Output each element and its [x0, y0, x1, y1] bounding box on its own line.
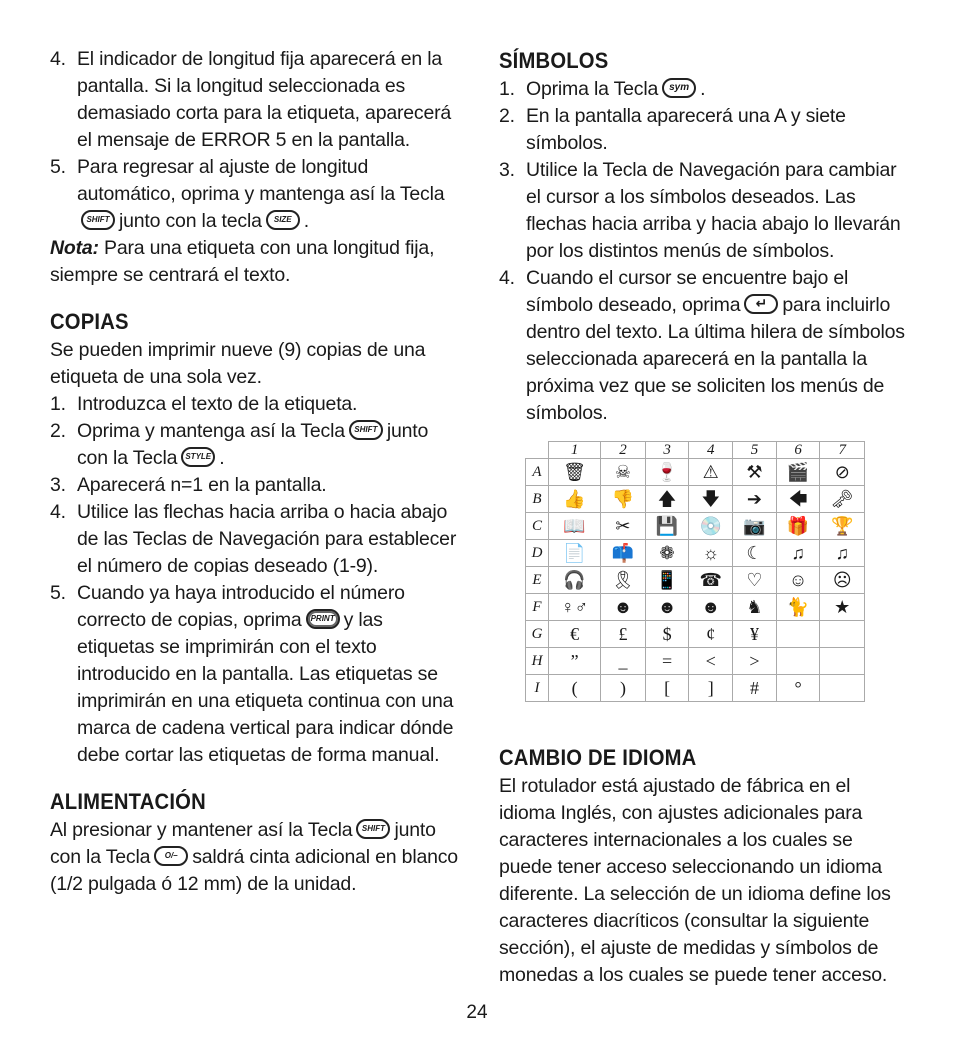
feed-key-icon: O/–: [154, 846, 188, 866]
symbol-cell: 🡄: [776, 486, 820, 513]
list-item: [50, 418, 460, 472]
row-label: B: [526, 486, 549, 513]
symbol-cell: 🡇: [689, 486, 733, 513]
note-paragraph: [50, 235, 460, 289]
symbol-cell: ☎: [689, 567, 733, 594]
symbol-cell: °: [776, 675, 820, 702]
column-header: 1: [549, 442, 601, 459]
table-row: [526, 675, 865, 702]
simbolos-section: [499, 46, 909, 427]
symbol-cell: [820, 675, 865, 702]
step-text: Aparecerá n=1 en la pantalla.: [77, 474, 327, 496]
step-number: 3.: [499, 159, 515, 181]
note-text: Para una etiqueta con una longitud fija, siempre se centrará el texto.: [50, 237, 435, 286]
symbol-cell: ☠: [601, 459, 646, 486]
list-item: [499, 76, 909, 103]
symbol-cell: (: [549, 675, 601, 702]
step-text: para incluirlo dentro del texto. La última hilera de símbolos seleccionada aparecerá en la pantalla la próxima vez que se soliciten los menús de símbolos.: [526, 294, 905, 424]
step-number: 5.: [50, 156, 66, 178]
row-label: I: [526, 675, 549, 702]
symbol-cell: ): [601, 675, 646, 702]
table-row: [526, 540, 865, 567]
step-text: .: [303, 210, 309, 232]
length-steps: [50, 46, 460, 235]
symbol-cell: 🏆: [820, 513, 865, 540]
step-number: 2.: [499, 105, 515, 127]
page-number: 24: [466, 1002, 488, 1023]
symbol-cell: ☻: [645, 594, 689, 621]
list-item: [499, 103, 909, 157]
symbol-cell: ★: [820, 594, 865, 621]
copias-steps: [50, 391, 460, 769]
list-item: [499, 265, 909, 427]
alimentacion-section: [50, 787, 460, 898]
step-number: 3.: [50, 474, 66, 496]
symbol-cell: 🎬: [776, 459, 820, 486]
symbol-cell: ⊘: [820, 459, 865, 486]
symbol-cell: 🡅: [645, 486, 689, 513]
symbol-cell: <: [689, 648, 733, 675]
step-text: y las etiquetas se imprimirán con el texto introducido en la pantalla. Las etiquetas se imprimirán en una etiqueta continua con una marca de cadena vertical para indicar dónde debe cortar las etiquetas de forma manual.: [77, 609, 454, 766]
symbol-cell: 📱: [645, 567, 689, 594]
step-text: El indicador de longitud fija aparecerá en la pantalla. Si la longitud seleccionada es demasiado corta para la etiqueta, aparecerá el mensaje de ERROR 5 en la pantalla.: [77, 48, 452, 151]
symbol-cell: ✂: [601, 513, 646, 540]
row-label: C: [526, 513, 549, 540]
section-heading: COPIAS: [50, 309, 129, 334]
right-column: [499, 46, 909, 986]
symbol-cell: 👎: [601, 486, 646, 513]
column-header: 2: [601, 442, 646, 459]
idioma-section: [499, 743, 909, 989]
symbol-cell: ➔: [733, 486, 777, 513]
symbol-cell: $: [645, 621, 689, 648]
step-text: En la pantalla aparecerá una A y siete símbolos.: [526, 105, 846, 154]
section-heading: CAMBIO DE IDIOMA: [499, 745, 697, 770]
symbol-cell: ☻: [689, 594, 733, 621]
table-row: [526, 648, 865, 675]
note-label: Nota:: [50, 237, 99, 259]
step-number: 1.: [499, 78, 515, 100]
copias-section: [50, 307, 460, 769]
section-text: El rotulador está ajustado de fábrica en el idioma Inglés, con ajustes adicionales para caracteres internacionales a los cuales se puede tener acceso seleccionando un idioma diferente. La selección de un idioma define los caracteres diacríticos (consultar la siguiente sección), el ajuste de medidas y símbolos de monedas a los cuales se puede tener acceso.: [499, 775, 891, 986]
step-text: .: [700, 78, 706, 100]
row-label: A: [526, 459, 549, 486]
step-text: Introduzca el texto de la etiqueta.: [77, 393, 358, 415]
symbol-cell: ”: [549, 648, 601, 675]
section-text: Al presionar y mantener así la Tecla SHIFT junto con la Tecla O/– saldrá cinta adicional en blanco (1/2 pulgada ó 12 mm) de la unidad.: [50, 819, 458, 895]
step-text: Cuando el cursor se encuentre bajo el símbolo deseado, oprima: [526, 267, 849, 316]
list-item: [50, 499, 460, 580]
symbol-cell: 📫: [601, 540, 646, 567]
symbol-cell: ♡: [733, 567, 777, 594]
row-label: F: [526, 594, 549, 621]
symbol-cell: ♫: [776, 540, 820, 567]
shift-key-icon: SHIFT: [81, 210, 115, 230]
symbol-cell: ⚠: [689, 459, 733, 486]
symbol-cell: 🎗: [601, 567, 646, 594]
symbol-cell: 🗑: [549, 459, 601, 486]
symbol-cell: =: [645, 648, 689, 675]
symbol-cell: 🍷: [645, 459, 689, 486]
section-heading: SÍMBOLOS: [499, 48, 609, 73]
column-header: 6: [776, 442, 820, 459]
sym-key-icon: sym: [662, 78, 696, 98]
symbol-cell: ☼: [689, 540, 733, 567]
step-text: junto con la tecla: [119, 210, 262, 232]
row-label: G: [526, 621, 549, 648]
step-number: 4.: [50, 501, 66, 523]
section-heading: ALIMENTACIÓN: [50, 789, 206, 814]
symbol-cell: ⚒: [733, 459, 777, 486]
symbol-cell: ❁: [645, 540, 689, 567]
shift-key-icon: SHIFT: [356, 819, 390, 839]
symbol-cell: 🗝: [820, 486, 865, 513]
table-row: [526, 621, 865, 648]
step-text: Para regresar al ajuste de longitud automático, oprima y mantenga así la Tecla: [77, 156, 445, 205]
row-label: H: [526, 648, 549, 675]
symbol-cell: 💿: [689, 513, 733, 540]
step-text: Cuando ya haya introducido el número correcto de copias, oprima: [77, 582, 405, 631]
symbol-table-header: [526, 442, 865, 459]
table-row: [526, 594, 865, 621]
column-header: 5: [733, 442, 777, 459]
step-text: Utilice la Tecla de Navegación para cambiar el cursor a los símbolos deseados. Las flechas hacia arriba y hacia abajo lo llevarán por los distintos menús de símbolos.: [526, 159, 901, 262]
list-item: [50, 472, 460, 499]
symbol-cell: [: [645, 675, 689, 702]
shift-key-icon: SHIFT: [349, 420, 383, 440]
list-item: [499, 157, 909, 265]
symbol-cell: 📄: [549, 540, 601, 567]
row-label: E: [526, 567, 549, 594]
symbol-cell: ☻: [601, 594, 646, 621]
symbol-cell: ¥: [733, 621, 777, 648]
symbol-cell: >: [733, 648, 777, 675]
symbol-cell: [820, 621, 865, 648]
symbol-table-body: [526, 459, 865, 702]
section-intro: Se pueden imprimir nueve (9) copias de una etiqueta de una sola vez.: [50, 339, 426, 388]
list-item: [50, 391, 460, 418]
row-label: D: [526, 540, 549, 567]
table-corner: [526, 442, 549, 459]
step-number: 5.: [50, 582, 66, 604]
symbol-cell: 🎧: [549, 567, 601, 594]
list-item: [50, 580, 460, 769]
enter-key-icon: ↵: [744, 294, 778, 314]
print-key-icon: PRINT: [306, 609, 340, 629]
table-row: [526, 486, 865, 513]
symbol-cell: ☾: [733, 540, 777, 567]
step-text: Utilice las flechas hacia arriba o hacia abajo de las Teclas de Navegación para establecer el número de copias deseado (1-9).: [77, 501, 457, 577]
symbol-cell: 👍: [549, 486, 601, 513]
size-key-icon: SIZE: [266, 210, 300, 230]
symbol-cell: [820, 648, 865, 675]
symbol-cell: [776, 621, 820, 648]
symbol-cell: ♫: [820, 540, 865, 567]
step-text: .: [219, 447, 225, 469]
symbol-cell: ¢: [689, 621, 733, 648]
step-text: Oprima y mantenga así la Tecla: [77, 420, 345, 442]
symbol-cell: ♞: [733, 594, 777, 621]
symbol-cell: £: [601, 621, 646, 648]
simbolos-steps: [499, 76, 909, 427]
symbol-cell: _: [601, 648, 646, 675]
symbol-cell: 🐈: [776, 594, 820, 621]
column-header: 4: [689, 442, 733, 459]
symbol-cell: 📖: [549, 513, 601, 540]
column-header: 3: [645, 442, 689, 459]
step-text: junto con la Tecla: [77, 420, 429, 469]
left-column: [50, 46, 460, 898]
column-header: 7: [820, 442, 865, 459]
step-number: 4.: [50, 48, 66, 70]
symbol-cell: €: [549, 621, 601, 648]
list-item: [50, 154, 460, 235]
step-number: 4.: [499, 267, 515, 289]
list-item: [50, 46, 460, 154]
symbol-cell: [776, 648, 820, 675]
symbol-cell: #: [733, 675, 777, 702]
style-key-icon: STYLE: [181, 447, 215, 467]
table-row: [526, 567, 865, 594]
table-row: [526, 513, 865, 540]
symbol-cell: ]: [689, 675, 733, 702]
symbol-cell: 🎁: [776, 513, 820, 540]
symbol-cell: ☺: [776, 567, 820, 594]
step-number: 1.: [50, 393, 66, 415]
step-number: 2.: [50, 420, 66, 442]
symbol-cell: ☹: [820, 567, 865, 594]
symbol-cell: 📷: [733, 513, 777, 540]
symbol-cell: ♀♂: [549, 594, 601, 621]
symbol-cell: 💾: [645, 513, 689, 540]
symbol-table: [525, 441, 865, 702]
step-text: Oprima la Tecla: [526, 78, 659, 100]
table-row: [526, 459, 865, 486]
